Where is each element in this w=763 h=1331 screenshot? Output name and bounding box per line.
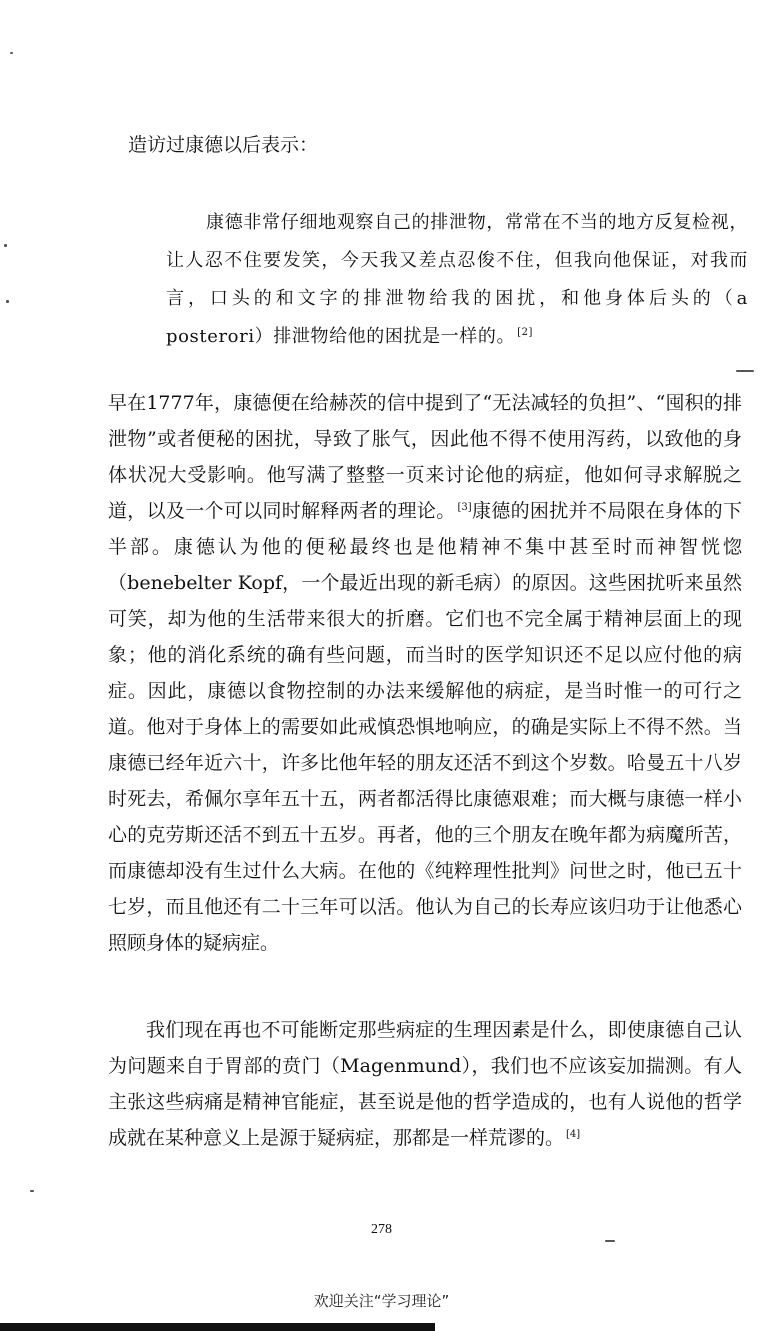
scan-speck	[4, 244, 7, 247]
block-quote	[166, 204, 748, 356]
paragraph2-text: 我们现在再也不可能断定那些病症的生理因素是什么，即使康德自己认为问题来自于胃部的贲门（Magenmund），我们也不应该妄加揣测。有人主张这些病痛是精神官能症，甚至说是他的哲学造成的，也有人说他的哲学成就在某种意义上是源于疑病症，那都是一样荒谬的。	[108, 1019, 742, 1149]
quote-text: 康德非常仔细地观察自己的排泄物，常常在不当的地方反复检视，让人忍不住要发笑，今天我又差点忍俊不住，但我向他保证，对我而言，口头的和文字的排泄物给我的困扰，和他身体后头的（a posterori）排泄物给他的困扰是一样的。	[166, 212, 748, 347]
scan-speck	[6, 300, 9, 303]
scan-speck	[10, 52, 13, 54]
page-number: 278	[371, 1222, 392, 1237]
paragraph1-part1: 早在1777年，康德便在给赫茨的信中提到了“无法减轻的负担”、“囤积的排泄物”或者便秘的困扰，导致了胀气，因此他不得不使用泻药，以致他的身体状况大受影响。他写满了整整一页来讨论他的病症，他如何寻求解脱之道，以及一个可以同时解释两者的理论。	[108, 392, 742, 522]
body-paragraph-2	[108, 1012, 742, 1156]
scan-speck	[30, 1190, 34, 1192]
paragraph1-part2: 康德的困扰并不局限在身体的下半部。康德认为他的便秘最终也是他精神不集中甚至时而神智恍惚（benebelter Kopf，一个最近出现的新毛病）的原因。这些困扰听来虽然可笑，却为他的生活带来很大的折磨。它们也不完全属于精神层面上的现象；他的消化系统的确有些问题，而当时的医学知识还不足以应付他的病症。因此，康德以食物控制的办法来缓解他的病症，是当时惟一的可行之道。他对于身体上的需要如此戒慎恐惧地响应，的确是实际上不得不然。当康德已经年近六十，许多比他年轻的朋友还活不到这个岁数。哈曼五十八岁时死去，希佩尔享年五十五，两者都活得比康德艰难；而大概与康德一样小心的克劳斯还活不到五十五岁。再者，他的三个朋友在晚年都为病魔所苦，而康德却没有生过什么大病。在他的《纯粹理性批判》问世之时，他已五十七岁，而且他还有二十三年可以活。他认为自己的长寿应该归功于让他悉心照顾身体的疑病症。	[108, 500, 742, 954]
scan-speck	[605, 1240, 615, 1242]
paragraph1-footnote-ref[interactable]: [3]	[457, 501, 472, 513]
intro-line: 造访过康德以后表示：	[128, 134, 319, 156]
watermark-text: 欢迎关注“学习理论”	[313, 1292, 450, 1310]
paragraph2-footnote-ref[interactable]: [4]	[566, 1128, 581, 1140]
scan-speck	[736, 370, 754, 372]
quote-footnote-ref[interactable]: [2]	[517, 327, 534, 338]
scan-edge-bar	[0, 1323, 435, 1331]
body-paragraph-1	[108, 385, 742, 961]
